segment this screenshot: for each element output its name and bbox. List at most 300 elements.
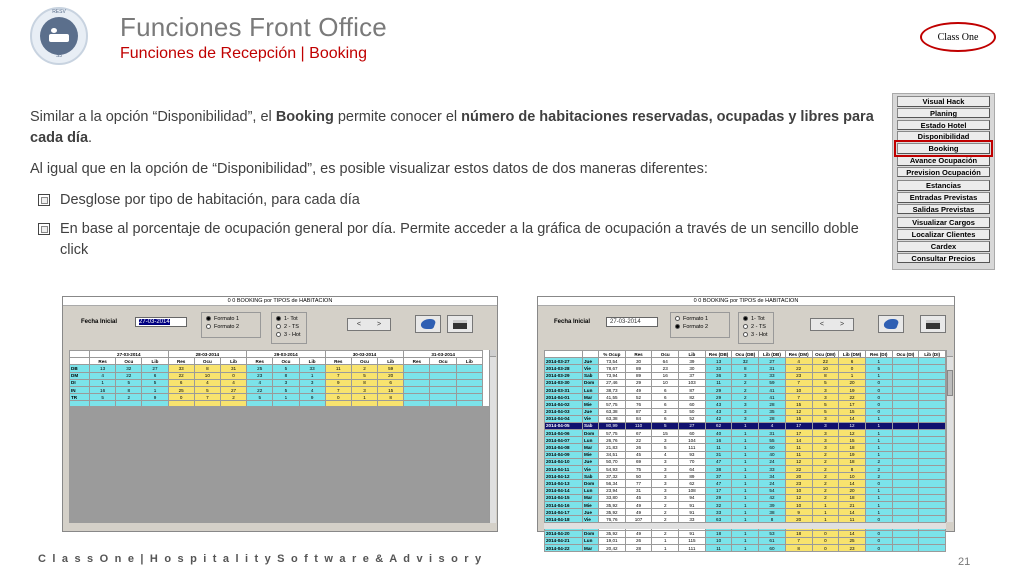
table-cell: 9	[142, 394, 168, 401]
table-cell: 17	[785, 430, 812, 437]
table-cell: 20	[839, 379, 866, 386]
table-cell: 82	[679, 394, 706, 401]
table-cell: 54,93	[599, 466, 626, 473]
table-cell: 2014-03-27	[545, 358, 583, 365]
table-cell: 87	[679, 386, 706, 393]
table-cell	[919, 480, 946, 487]
table-cell: 1	[732, 501, 759, 508]
column-header: Ocu	[652, 351, 679, 358]
table-cell: 55	[759, 437, 786, 444]
table-cell: 33	[299, 365, 325, 372]
table-cell: 12	[785, 458, 812, 465]
menu-button-consultar-precios[interactable]: Consultar Precios	[897, 253, 990, 264]
table-cell	[456, 386, 482, 393]
column-header: Ocu (DM)	[812, 351, 839, 358]
table-cell: 1	[652, 545, 679, 552]
table-cell: 1	[865, 372, 892, 379]
table-cell: 47	[705, 480, 732, 487]
table-cell: 2	[652, 509, 679, 516]
table-cell: 27	[142, 365, 168, 372]
radio-label: 2 - TS	[751, 324, 766, 330]
table-cell: 73,54	[599, 358, 626, 365]
table-cell: 3	[812, 430, 839, 437]
logo-bottom-text: S3	[55, 53, 63, 59]
radio-hot[interactable]	[743, 331, 769, 339]
table-cell: 38,73	[599, 386, 626, 393]
column-header: Res	[404, 358, 430, 365]
table-cell: 2	[220, 394, 246, 401]
table-row[interactable]	[545, 437, 946, 444]
table-row[interactable]	[545, 473, 946, 480]
table-row[interactable]	[545, 501, 946, 508]
table-cell: 23	[785, 480, 812, 487]
table-cell: 10	[785, 386, 812, 393]
table-cell	[892, 365, 919, 372]
table-row[interactable]	[545, 430, 946, 437]
table-cell: 40	[759, 451, 786, 458]
bullet-item	[30, 219, 882, 261]
print-button[interactable]	[920, 315, 946, 333]
table-cell: 2014-03-29	[545, 372, 583, 379]
table-row[interactable]	[545, 415, 946, 422]
menu-button-salidas-previstas[interactable]: Salidas Previstas	[897, 204, 990, 215]
table-cell: 7	[785, 394, 812, 401]
table-cell: 7	[785, 379, 812, 386]
table-cell: 108	[679, 487, 706, 494]
row-label: DB	[70, 365, 90, 372]
table-cell: Sab	[583, 422, 599, 429]
table-cell: 73,94	[599, 372, 626, 379]
table-cell: 0	[865, 516, 892, 523]
table-row[interactable]	[545, 444, 946, 451]
body-text	[30, 107, 882, 269]
table-cell: 5	[142, 379, 168, 386]
table-cell: 4	[90, 372, 116, 379]
scroll-thumb[interactable]	[947, 370, 953, 396]
table-cell: 16	[90, 386, 116, 393]
p1-bold-booking: Booking	[275, 109, 334, 125]
menu-button-avance-ocupaci-n[interactable]: Avance Ocupación	[897, 155, 990, 166]
graph-button[interactable]	[415, 315, 441, 333]
table-cell: 1	[732, 430, 759, 437]
table-cell	[919, 379, 946, 386]
table-cell: 2014-04-03	[545, 408, 583, 415]
table-cell: 3	[652, 458, 679, 465]
menu-button-visualizar-cargos[interactable]: Visualizar Cargos	[897, 217, 990, 228]
table-cell: 8	[194, 365, 220, 372]
table-cell: 35	[759, 408, 786, 415]
next-button[interactable]: >	[377, 321, 382, 328]
table-cell: 7	[325, 386, 351, 393]
date-label: Fecha Inicial	[81, 319, 118, 325]
bed-icon	[40, 17, 78, 55]
table-cell: 67	[625, 430, 652, 437]
table-cell: 45	[625, 451, 652, 458]
vertical-scrollbar[interactable]	[946, 350, 953, 522]
table-cell: 5	[812, 401, 839, 408]
table-cell: 20,42	[599, 545, 626, 552]
table-cell: 18	[839, 458, 866, 465]
table-cell: 1	[865, 501, 892, 508]
table-cell: 52	[679, 415, 706, 422]
table-cell: 5	[273, 365, 299, 372]
table-cell: 2014-03-28	[545, 365, 583, 372]
table-cell: 45	[625, 494, 652, 501]
table-cell: Vie	[583, 415, 599, 422]
table-cell: Jue	[583, 509, 599, 516]
menu-button-cardex[interactable]: Cardex	[897, 241, 990, 252]
radio-label: Formato 2	[214, 324, 240, 330]
table-cell: 15	[839, 408, 866, 415]
table-row[interactable]	[545, 466, 946, 473]
table-cell: 3	[732, 372, 759, 379]
table-cell: 2014-04-16	[545, 501, 583, 508]
table-cell: 3	[652, 494, 679, 501]
table-cell: 15	[839, 437, 866, 444]
table-cell	[892, 458, 919, 465]
menu-button-estancias[interactable]: Estancias	[897, 180, 990, 191]
horizontal-scrollbar[interactable]	[544, 522, 946, 529]
table-cell: 2	[652, 530, 679, 537]
table-cell	[456, 394, 482, 401]
table-cell: 25	[839, 537, 866, 544]
graph-button[interactable]	[878, 315, 904, 333]
table-cell: 14	[785, 437, 812, 444]
table-cell: 3	[812, 415, 839, 422]
table-cell	[404, 379, 430, 386]
table-cell: 33	[759, 466, 786, 473]
table-cell: 5	[652, 422, 679, 429]
table-cell: 1	[732, 458, 759, 465]
table-cell	[919, 358, 946, 365]
radio-hot[interactable]	[276, 331, 302, 339]
table-cell: 33	[168, 365, 194, 372]
prev-button[interactable]: <	[819, 321, 824, 328]
date-input[interactable]	[606, 317, 658, 327]
table-cell	[919, 466, 946, 473]
column-header: Ocu	[430, 358, 456, 365]
date-value: 27-03-2014	[610, 319, 641, 325]
table-cell: 2014-04-08	[545, 444, 583, 451]
table-row[interactable]	[545, 408, 946, 415]
radio-formato-1[interactable]	[206, 315, 256, 323]
table-cell: 37,32	[599, 473, 626, 480]
table-cell: 32	[116, 365, 142, 372]
table-row[interactable]	[545, 530, 946, 537]
table-cell: 53	[759, 530, 786, 537]
checkbox-bullet-icon	[38, 223, 50, 235]
table-cell: Lun	[583, 386, 599, 393]
table-cell	[919, 386, 946, 393]
table-row[interactable]	[545, 401, 946, 408]
table-cell: 2	[865, 473, 892, 480]
table-cell: 70	[679, 458, 706, 465]
column-header	[545, 351, 583, 358]
table-row[interactable]	[545, 487, 946, 494]
menu-button-entradas-previstas[interactable]: Entradas Previstas	[897, 192, 990, 203]
radio-formato-2[interactable]	[206, 323, 256, 331]
column-header: Ocu	[116, 358, 142, 365]
menu-button-disponibilidad[interactable]: Disponibilidad	[897, 131, 990, 142]
table-cell: 3	[812, 444, 839, 451]
next-button[interactable]: >	[840, 321, 845, 328]
table-row[interactable]	[545, 379, 946, 386]
table-cell: 2014-03-31	[545, 386, 583, 393]
table-cell: 22	[785, 466, 812, 473]
table-cell: 31	[759, 430, 786, 437]
table-cell: 3	[812, 386, 839, 393]
table-cell	[456, 365, 482, 372]
table-cell	[892, 386, 919, 393]
radio-formato-2[interactable]	[675, 323, 725, 331]
table-cell: Mar	[583, 494, 599, 501]
table-cell	[456, 379, 482, 386]
radio-ts[interactable]	[743, 323, 769, 331]
table-cell: 3	[652, 408, 679, 415]
table-cell	[892, 415, 919, 422]
table-cell: 11	[839, 516, 866, 523]
table-row[interactable]	[545, 422, 946, 429]
table-row[interactable]	[545, 545, 946, 552]
table-cell: 8	[732, 365, 759, 372]
menu-button-booking[interactable]: Booking	[897, 143, 990, 154]
table-cell: 61	[759, 537, 786, 544]
table-cell: 64	[652, 358, 679, 365]
table-cell: 2014-04-01	[545, 394, 583, 401]
table-cell: 3	[812, 394, 839, 401]
booking-window-format2	[537, 296, 955, 551]
bullet-text: Desglose por tipo de habitación, para cada día	[60, 192, 360, 208]
table-cell	[892, 494, 919, 501]
table-cell: 1	[732, 487, 759, 494]
scope-radio-group	[738, 312, 774, 344]
table-cell: 0	[865, 401, 892, 408]
column-header: Lib (DM)	[839, 351, 866, 358]
table-cell	[892, 444, 919, 451]
table-cell: 3	[732, 401, 759, 408]
table-cell	[892, 437, 919, 444]
table-cell: 11	[705, 545, 732, 552]
table-cell: 3	[351, 386, 377, 393]
table-cell: 2	[812, 458, 839, 465]
table-cell: 19,01	[599, 537, 626, 544]
menu-button-localizar-clientes[interactable]: Localizar Clientes	[897, 229, 990, 240]
menu-button-estado-hotel[interactable]: Estado Hotel	[897, 120, 990, 131]
table-cell	[892, 480, 919, 487]
table-cell	[456, 372, 482, 379]
table-cell: 10	[785, 487, 812, 494]
table-cell: 0	[812, 530, 839, 537]
table-cell: 17	[785, 422, 812, 429]
table-cell: 104	[679, 437, 706, 444]
menu-button-prevision-ocupaci-n[interactable]: Prevision Ocupación	[897, 167, 990, 178]
table-cell: Mar	[583, 545, 599, 552]
vertical-scrollbar[interactable]	[489, 350, 496, 523]
table-cell: 60	[679, 401, 706, 408]
table-cell	[892, 501, 919, 508]
column-header: Lib (DB)	[759, 351, 786, 358]
table-cell: 50,70	[599, 458, 626, 465]
row-label: IN	[70, 386, 90, 393]
table-row[interactable]	[545, 394, 946, 401]
table-cell: 10	[785, 501, 812, 508]
table-cell: 19	[839, 386, 866, 393]
table-cell: 16	[652, 372, 679, 379]
slide-subtitle: Funciones de Recepción | Booking	[120, 45, 367, 62]
table-cell: 7	[785, 537, 812, 544]
bullet-text: En base al porcentaje de ocupación general por día. Permite acceder a la gráfica de ocupación a través de un sencillo doble click	[60, 221, 859, 258]
bullet-item	[30, 190, 882, 211]
table-cell: 42	[705, 415, 732, 422]
table-cell	[919, 473, 946, 480]
date-header: 28-03-2014	[168, 351, 247, 358]
table-cell	[919, 501, 946, 508]
radio-tot[interactable]	[743, 315, 769, 323]
prev-button[interactable]: <	[356, 321, 361, 328]
table-row[interactable]	[545, 458, 946, 465]
table-cell: 41	[759, 394, 786, 401]
table-cell: 28	[625, 545, 652, 552]
table-cell: 64	[679, 466, 706, 473]
table-cell	[919, 537, 946, 544]
column-header: Res (DI)	[865, 351, 892, 358]
table-cell: 27	[759, 358, 786, 365]
table-cell	[430, 365, 456, 372]
table-cell: 41,55	[599, 394, 626, 401]
print-button[interactable]	[447, 315, 473, 333]
table-cell: 91	[679, 530, 706, 537]
table-cell: 49	[625, 530, 652, 537]
table-cell: 43	[705, 401, 732, 408]
table-cell: 57,75	[599, 401, 626, 408]
table-cell: 22	[785, 365, 812, 372]
table-cell: 26,76	[599, 437, 626, 444]
menu-button-planing[interactable]: Planing	[897, 108, 990, 119]
radio-label: 2 - TS	[284, 324, 299, 330]
footer-text: C l a s s O n e | H o s p i t a l i t y S o f t w a r e & A d v i s o r y	[38, 553, 483, 565]
table-cell: Mar	[583, 394, 599, 401]
table-cell	[892, 379, 919, 386]
table-cell: 6	[652, 401, 679, 408]
table-cell: 5	[652, 444, 679, 451]
table-row[interactable]	[545, 480, 946, 487]
table-cell: 35,92	[599, 530, 626, 537]
row-label: DI	[70, 379, 90, 386]
table-cell: Dom	[583, 430, 599, 437]
booking-grid-format2	[544, 350, 946, 551]
table-row[interactable]	[545, 451, 946, 458]
table-cell: 115	[679, 537, 706, 544]
table-cell: 89	[679, 473, 706, 480]
radio-ts[interactable]	[276, 323, 302, 331]
table-cell	[892, 473, 919, 480]
radio-tot[interactable]	[276, 315, 302, 323]
table-cell: Dom	[583, 379, 599, 386]
table-cell: 1	[732, 444, 759, 451]
table-cell: 5	[247, 394, 273, 401]
table-cell: 2014-04-22	[545, 545, 583, 552]
table-cell: 80,99	[599, 422, 626, 429]
table-cell: 17	[705, 487, 732, 494]
table-cell: 32	[705, 501, 732, 508]
table-cell: 2014-04-05	[545, 422, 583, 429]
table-cell	[892, 358, 919, 365]
table-cell: 3	[652, 487, 679, 494]
table-cell	[919, 444, 946, 451]
table-cell: 5	[116, 379, 142, 386]
table-cell	[430, 379, 456, 386]
table-cell: 3	[273, 379, 299, 386]
menu-button-visual-hack[interactable]: Visual Hack	[897, 96, 990, 107]
table-cell: 111	[679, 545, 706, 552]
table-cell: 41	[759, 386, 786, 393]
table-cell: 2014-04-04	[545, 415, 583, 422]
bullet-list	[30, 190, 882, 261]
table-cell	[892, 545, 919, 552]
table-cell: 1	[865, 494, 892, 501]
table-cell: 18	[705, 530, 732, 537]
table-cell: 12	[785, 408, 812, 415]
table-cell: Lun	[583, 437, 599, 444]
table-cell: 16	[705, 437, 732, 444]
table-cell	[892, 408, 919, 415]
table-cell: 1	[865, 422, 892, 429]
table-cell: 0	[220, 372, 246, 379]
p1-text-a: Similar a la opción “Disponibilidad”, el	[30, 109, 276, 125]
table-cell: 15	[785, 401, 812, 408]
table-row[interactable]	[545, 386, 946, 393]
nav-buttons	[347, 318, 391, 331]
table-cell: 0	[865, 408, 892, 415]
table-cell: 1	[865, 509, 892, 516]
table-row[interactable]	[545, 365, 946, 372]
table-cell: Vie	[583, 365, 599, 372]
table-row[interactable]	[545, 494, 946, 501]
table-row[interactable]	[545, 537, 946, 544]
table-cell: 11	[705, 379, 732, 386]
table-cell	[919, 365, 946, 372]
table-row[interactable]	[545, 358, 946, 365]
table-row[interactable]	[545, 509, 946, 516]
radio-formato-1[interactable]	[675, 315, 725, 323]
table-cell: Vie	[583, 466, 599, 473]
slide-title: Funciones Front Office	[120, 12, 387, 42]
table-cell: Jue	[583, 458, 599, 465]
table-cell: 0	[865, 480, 892, 487]
table-cell: 15	[652, 430, 679, 437]
table-row[interactable]	[545, 372, 946, 379]
table-cell: 2014-04-14	[545, 487, 583, 494]
table-cell	[892, 466, 919, 473]
graph-swoosh-icon	[419, 319, 437, 329]
column-header: Lib	[299, 358, 325, 365]
table-cell	[430, 386, 456, 393]
table-cell: 2	[865, 458, 892, 465]
table-cell: 94	[679, 494, 706, 501]
table-cell: 11	[325, 365, 351, 372]
table-cell: 1	[142, 386, 168, 393]
table-cell: 110	[625, 422, 652, 429]
table-cell	[892, 394, 919, 401]
table-cell	[430, 394, 456, 401]
table-cell: 13	[705, 358, 732, 365]
date-input[interactable]	[135, 317, 187, 327]
table-cell: 8	[116, 386, 142, 393]
table-cell: 22	[116, 372, 142, 379]
table-cell: 8	[812, 372, 839, 379]
table-cell: 39	[679, 358, 706, 365]
table-cell: 0	[865, 394, 892, 401]
